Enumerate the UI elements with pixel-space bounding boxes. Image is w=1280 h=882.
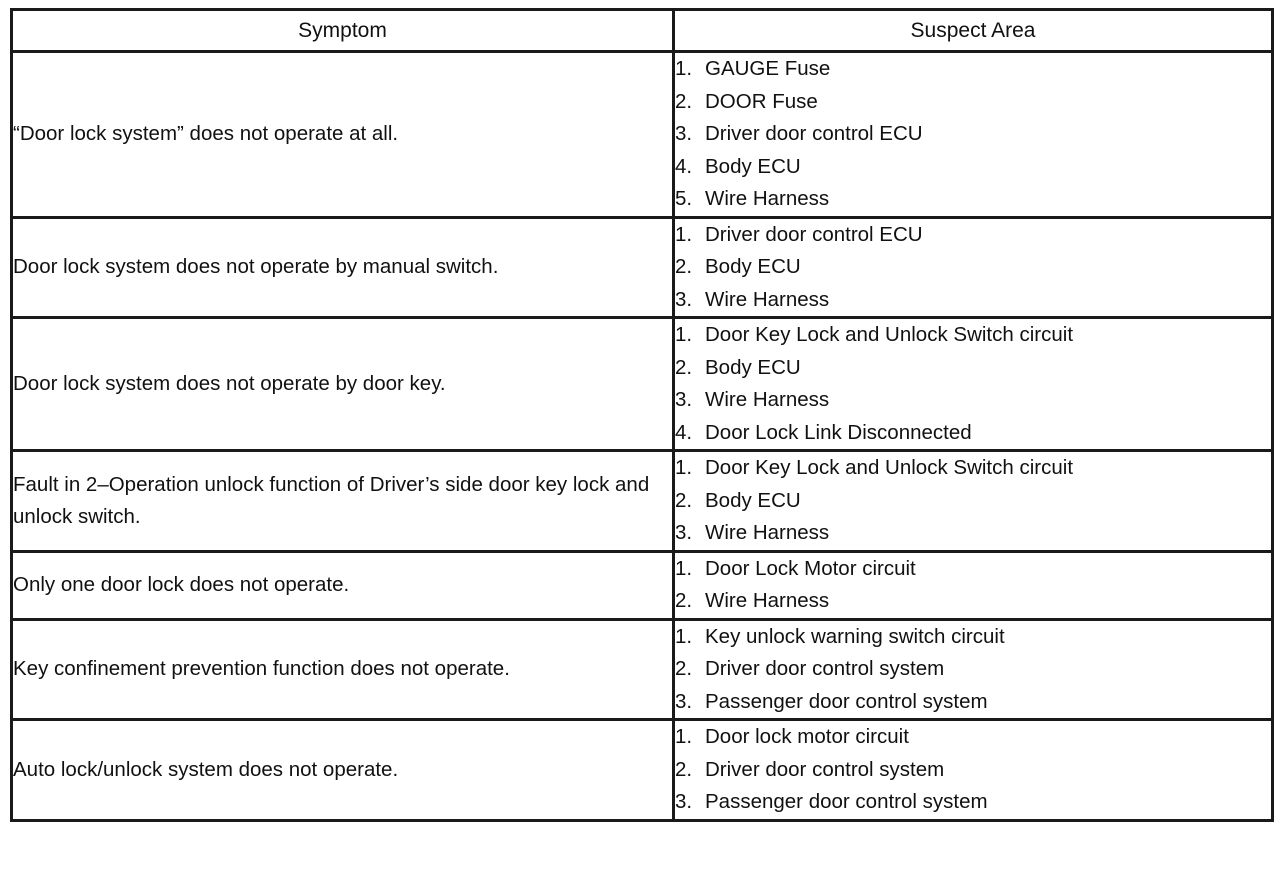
suspect-item-number: 5.: [675, 187, 693, 210]
suspect-item-label: Wire Harness: [705, 589, 830, 612]
table-row: [12, 217, 1273, 318]
suspect-list: [675, 452, 1271, 550]
suspect-item-number: 4.: [675, 420, 693, 444]
suspect-item: [675, 118, 1271, 151]
suspect-area-cell: [674, 551, 1273, 619]
table-body: [12, 52, 1273, 821]
suspect-item-number: 3.: [675, 287, 693, 311]
symptom-cell: Fault in 2–Operation unlock function of Driver’s side door key lock and unlock switch.: [12, 451, 674, 552]
suspect-item-number: 2.: [675, 89, 693, 113]
table-row: [12, 52, 1273, 218]
suspect-area-cell: [674, 720, 1273, 821]
suspect-item-label: Door lock motor circuit: [705, 725, 909, 748]
table-row: [12, 551, 1273, 619]
suspect-item-number: 2.: [675, 757, 693, 781]
table-row: [12, 720, 1273, 821]
suspect-item: [675, 585, 1271, 618]
suspect-item: [675, 485, 1271, 518]
table-row: [12, 619, 1273, 720]
suspect-item-label: Wire Harness: [705, 187, 830, 210]
suspect-item-label: Door Key Lock and Unlock Switch circuit: [705, 456, 1074, 479]
symptom-header: Symptom: [12, 10, 674, 52]
suspect-item: [675, 517, 1271, 550]
suspect-area-cell: [674, 318, 1273, 451]
suspect-item: [675, 686, 1271, 719]
suspect-list: [675, 553, 1271, 618]
suspect-item-number: 3.: [675, 388, 693, 411]
suspect-item-label: Body ECU: [705, 355, 801, 379]
suspect-item: [675, 553, 1271, 586]
suspect-item-label: Key unlock warning switch circuit: [705, 624, 1005, 648]
suspect-item-label: Door Lock Link Disconnected: [705, 420, 972, 444]
suspect-item: [675, 53, 1271, 86]
suspect-item-number: 2.: [675, 657, 693, 680]
suspect-item-number: 1.: [675, 323, 693, 346]
suspect-item: [675, 219, 1271, 252]
suspect-item-number: 2.: [675, 589, 693, 612]
symptom-cell: Door lock system does not operate by manual switch.: [12, 217, 674, 318]
suspect-area-cell: [674, 451, 1273, 552]
suspect-item-label: Body ECU: [705, 488, 801, 512]
symptom-cell: Auto lock/unlock system does not operate.: [12, 720, 674, 821]
table-row: [12, 318, 1273, 451]
suspect-item-number: 1.: [675, 57, 693, 80]
suspect-item-number: 1.: [675, 624, 693, 648]
suspect-item: [675, 284, 1271, 317]
suspect-item: [675, 452, 1271, 485]
suspect-item-label: Driver door control system: [705, 757, 945, 781]
suspect-item-number: 3.: [675, 790, 693, 813]
suspect-item-label: Passenger door control system: [705, 689, 988, 713]
suspect-item-number: 2.: [675, 488, 693, 512]
suspect-item-label: GAUGE Fuse: [705, 57, 831, 80]
suspect-item-number: 2.: [675, 355, 693, 379]
suspect-area-cell: [674, 217, 1273, 318]
suspect-item-label: Driver door control system: [705, 657, 945, 680]
troubleshooting-table: [10, 8, 1274, 822]
suspect-item: [675, 721, 1271, 754]
suspect-item-label: Wire Harness: [705, 388, 830, 411]
suspect-item-label: Body ECU: [705, 255, 801, 278]
suspect-item: [675, 319, 1271, 352]
suspect-list: [675, 219, 1271, 317]
suspect-area-header: Suspect Area: [674, 10, 1273, 52]
suspect-item: [675, 251, 1271, 284]
suspect-item: [675, 183, 1271, 216]
suspect-list: [675, 53, 1271, 216]
suspect-item-number: 1.: [675, 456, 693, 479]
suspect-item: [675, 384, 1271, 417]
suspect-item: [675, 86, 1271, 119]
suspect-item-label: Door Lock Motor circuit: [705, 556, 916, 580]
symptom-cell: Only one door lock does not operate.: [12, 551, 674, 619]
symptom-cell: Door lock system does not operate by door key.: [12, 318, 674, 451]
suspect-item: [675, 417, 1271, 450]
suspect-item: [675, 653, 1271, 686]
suspect-item-label: Driver door control ECU: [705, 222, 923, 246]
suspect-item-number: 1.: [675, 222, 693, 246]
suspect-area-cell: [674, 52, 1273, 218]
suspect-item: [675, 352, 1271, 385]
header-row: [12, 10, 1273, 52]
suspect-item-label: Passenger door control system: [705, 790, 988, 813]
suspect-list: [675, 319, 1271, 449]
suspect-list: [675, 621, 1271, 719]
suspect-item-number: 4.: [675, 154, 693, 178]
suspect-item-number: 3.: [675, 521, 693, 544]
suspect-item-number: 3.: [675, 689, 693, 713]
suspect-item-label: Driver door control ECU: [705, 122, 923, 145]
suspect-item-label: Wire Harness: [705, 287, 830, 311]
suspect-area-cell: [674, 619, 1273, 720]
suspect-item: [675, 151, 1271, 184]
suspect-item: [675, 786, 1271, 819]
suspect-item-number: 2.: [675, 255, 693, 278]
suspect-item-label: DOOR Fuse: [705, 89, 818, 113]
suspect-list: [675, 721, 1271, 819]
table-row: [12, 451, 1273, 552]
suspect-item: [675, 621, 1271, 654]
symptom-cell: “Door lock system” does not operate at all.: [12, 52, 674, 218]
suspect-item-label: Door Key Lock and Unlock Switch circuit: [705, 323, 1074, 346]
suspect-item-number: 1.: [675, 556, 693, 580]
suspect-item: [675, 754, 1271, 787]
suspect-item-label: Wire Harness: [705, 521, 830, 544]
suspect-item-number: 1.: [675, 725, 693, 748]
suspect-item-number: 3.: [675, 122, 693, 145]
suspect-item-label: Body ECU: [705, 154, 801, 178]
symptom-cell: Key confinement prevention function does not operate.: [12, 619, 674, 720]
